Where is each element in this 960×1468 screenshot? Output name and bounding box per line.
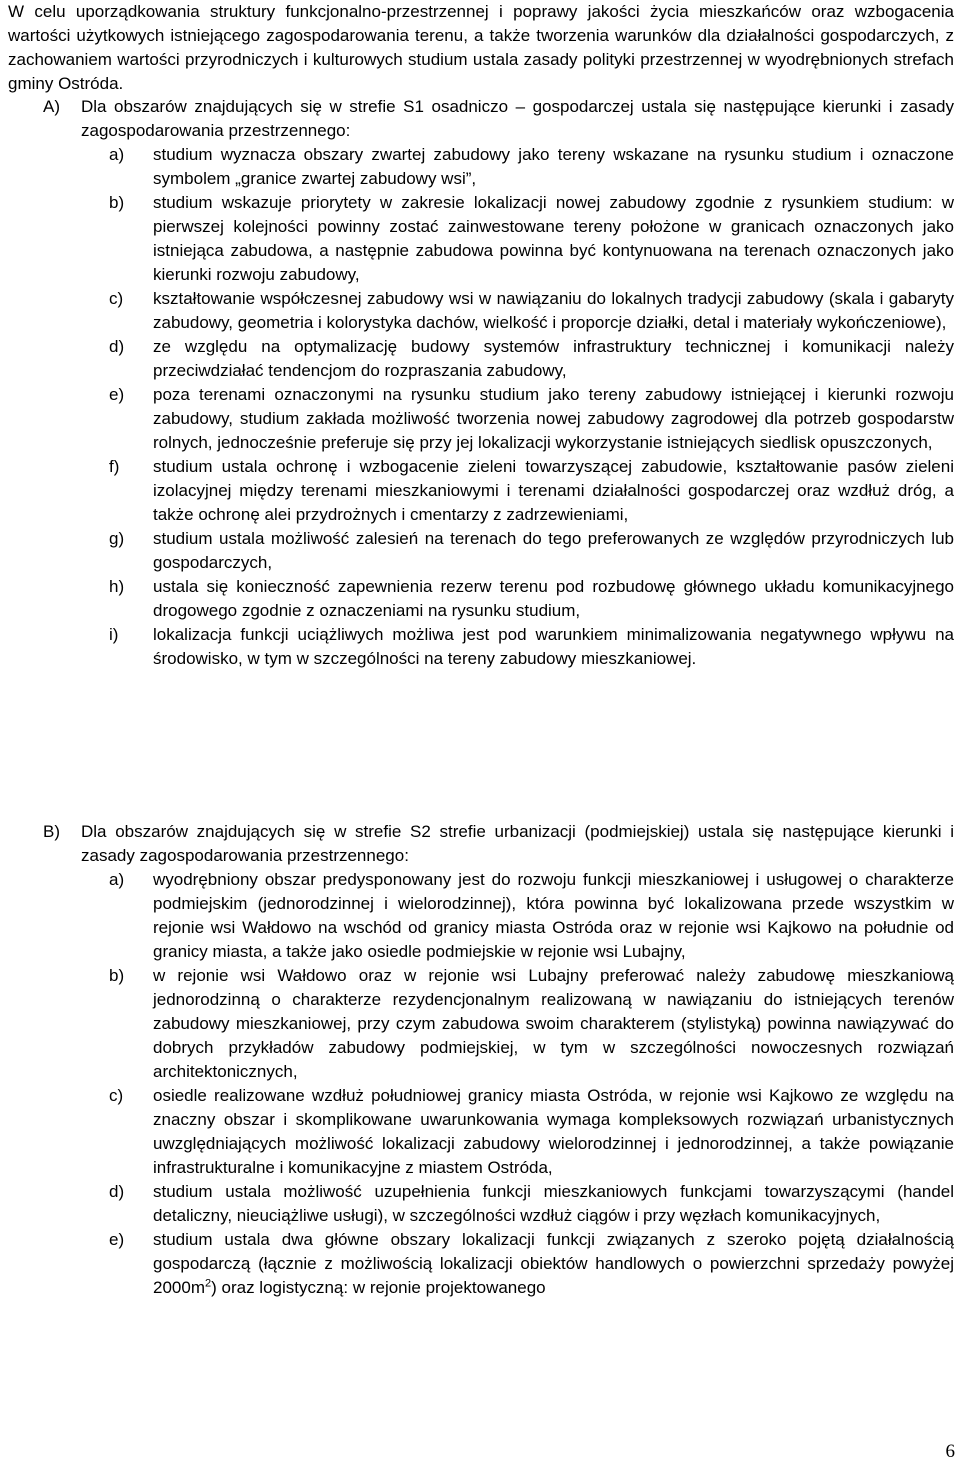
- item-text: studium wyznacza obszary zwartej zabudowy jako tereny wskazane na rysunku studium i oznaczone symbolem „granice zwartej zabudowy wsi”,: [153, 145, 954, 188]
- item-text: studium ustala dwa główne obszary lokalizacji funkcji związanych z szeroko pojętą działalnością gospodarczą (łącznie z możliwością lokalizacji obiektów handlowych o powierzchni sprzedaży powyżej 2000m: [153, 1230, 954, 1297]
- list-item: [43, 1180, 954, 1228]
- list-item: [43, 964, 954, 1084]
- item-text: studium wskazuje priorytety w zakresie lokalizacji nowej zabudowy zgodnie z rysunkiem studium: w pierwszej kolejności powinny zostać zainwestowane tereny położone w granicach oznaczonych jako istniejąca zabudowa, a następnie zabudowa powinna być kontynuowana na terenach oznaczonych jako kierunki rozwoju zabudowy,: [153, 193, 954, 284]
- list-item: [43, 287, 954, 335]
- list-item: [43, 623, 954, 671]
- section-b-letter: B): [43, 822, 60, 841]
- item-label: g): [109, 529, 125, 548]
- item-text: ze względu na optymalizację budowy systemów infrastruktury technicznej i komunikacji należy przeciwdziałać tendencjom do rozpraszania zabudowy,: [153, 337, 954, 380]
- item-label: c): [109, 1086, 124, 1105]
- item-label: b): [109, 966, 125, 985]
- item-label: d): [109, 337, 125, 356]
- item-label: d): [109, 1182, 125, 1201]
- section-b-list: [43, 868, 954, 1300]
- list-item: [43, 527, 954, 575]
- item-text: poza terenami oznaczonymi na rysunku studium jako tereny zabudowy istniejącej i kierunki rozwoju zabudowy, studium zakłada możliwość tworzenia nowej zabudowy zagrodowej dla potrzeb gospodarstw rolnych, jednocześnie preferuje się przy jej lokalizacji wykorzystanie istniejących siedlisk opuszczonych,: [153, 385, 954, 452]
- item-label: h): [109, 577, 125, 596]
- section-a-heading: [43, 95, 954, 143]
- list-item: [43, 383, 954, 455]
- item-text: osiedle realizowane wzdłuż południowej granicy miasta Ostróda, w rejonie wsi Kajkowo ze względu na znaczny obszar i skomplikowane uwarunkowania wymaga kompleksowych rozwiązań urbanistycznych uwzględniających możliwość lokalizacji zabudowy wielorodzinnej i jednorodzinnej, a także powiązanie infrastrukturalne i komunikacyjne z miastem Ostróda,: [153, 1086, 954, 1177]
- item-text: studium ustala możliwość zalesień na terenach do tego preferowanych ze względów przyrodniczych lub gospodarczych,: [153, 529, 954, 572]
- superscript: 2: [204, 1277, 212, 1290]
- section-a-letter: A): [43, 97, 60, 116]
- section-b-text: Dla obszarów znajdujących się w strefie S2 strefie urbanizacji (podmiejskiej) ustala się następujące kierunki i zasady zagospodarowania przestrzennego:: [81, 822, 954, 865]
- item-text: w rejonie wsi Wałdowo oraz w rejonie wsi Lubajny preferować należy zabudowę mieszkaniową jednorodzinną o charakterze rezydencjonalnym realizowaną w nawiązaniu do istniejących terenów zabudowy mieszkaniowej, przy czym zabudowa swoim charakterem (stylistyką) powinna nawiązywać do dobrych przykładów zabudowy podmiejskiej, w tym w szczególności nowoczesnych rozwiązań architektonicznych,: [153, 966, 954, 1081]
- list-item: [43, 335, 954, 383]
- item-label: a): [109, 145, 125, 164]
- list-item: [43, 143, 954, 191]
- list-item: [43, 575, 954, 623]
- list-item: [43, 1084, 954, 1180]
- section-b-heading: [43, 820, 954, 868]
- item-label: c): [109, 289, 124, 308]
- item-text: ustala się konieczność zapewnienia rezerw terenu pod rozbudowę głównego układu komunikacyjnego drogowego zgodnie z oznaczeniami na rysunku studium,: [153, 577, 954, 620]
- item-label: i): [109, 625, 119, 644]
- item-text: kształtowanie współczesnej zabudowy wsi w nawiązaniu do lokalnych tradycji zabudowy (skala i gabaryty zabudowy, geometria i kolorystyka dachów, wielkość i proporcje działki, detal i materiały wykończeniowe),: [153, 289, 954, 332]
- item-text: studium ustala ochronę i wzbogacenie zieleni towarzyszącej zabudowie, kształtowanie pasów zieleni izolacyjnej między terenami mieszkaniowymi i terenami działalności gospodarczej oraz wzdłuż dróg, a także ochronę alei przydrożnych i cmentarzy z zadrzewieniami,: [153, 457, 954, 524]
- list-item: [43, 455, 954, 527]
- item-label: e): [109, 385, 125, 404]
- item-label: e): [109, 1230, 125, 1249]
- section-a-list: [43, 143, 954, 671]
- section-b: [43, 820, 954, 1300]
- list-item: [43, 868, 954, 964]
- item-label: a): [109, 870, 125, 889]
- list-item: [43, 191, 954, 287]
- item-text: lokalizacja funkcji uciążliwych możliwa jest pod warunkiem minimalizowania negatywnego wpływu na środowisko, w tym w szczególności na tereny zabudowy mieszkaniowej.: [153, 625, 954, 668]
- item-label: f): [109, 457, 120, 476]
- item-text: wyodrębniony obszar predysponowany jest do rozwoju funkcji mieszkaniowej i usługowej o charakterze podmiejskim (jednorodzinnej i wielorodzinnej), która powinna być lokalizowana przede wszystkim w rejonie wsi Wałdowo na wschód od granicy miasta Ostróda oraz w rejonie wsi Kajkowo na południe od granicy miasta, a także jako osiedle podmiejskie w rejonie wsi Lubajny,: [153, 870, 954, 961]
- intro-paragraph: W celu uporządkowania struktury funkcjonalno-przestrzennej i poprawy jakości życia mieszkańców oraz wzbogacenia wartości użytkowych istniejącego zagospodarowania terenu, a także tworzenia warunków dla działalności gospodarczych, z zachowaniem wartości przyrodniczych i kulturowych studium ustala zasady polityki przestrzennej w wyodrębnionych strefach gminy Ostróda.: [8, 2, 954, 93]
- section-a: [43, 95, 954, 671]
- item-text: ) oraz logistyczną: w rejonie projektowanego: [211, 1278, 546, 1297]
- page-number: 6: [945, 1441, 955, 1462]
- item-label: b): [109, 193, 125, 212]
- item-text: studium ustala możliwość uzupełnienia funkcji mieszkaniowych funkcjami towarzyszącymi (handel detaliczny, nieuciążliwe usługi), w szczególności wzdłuż ciągów i przy węzłach komunikacyjnych,: [153, 1182, 954, 1225]
- list-item: [43, 1228, 954, 1300]
- section-a-text: Dla obszarów znajdujących się w strefie S1 osadniczo – gospodarczej ustala się następujące kierunki i zasady zagospodarowania przestrzennego:: [81, 97, 954, 140]
